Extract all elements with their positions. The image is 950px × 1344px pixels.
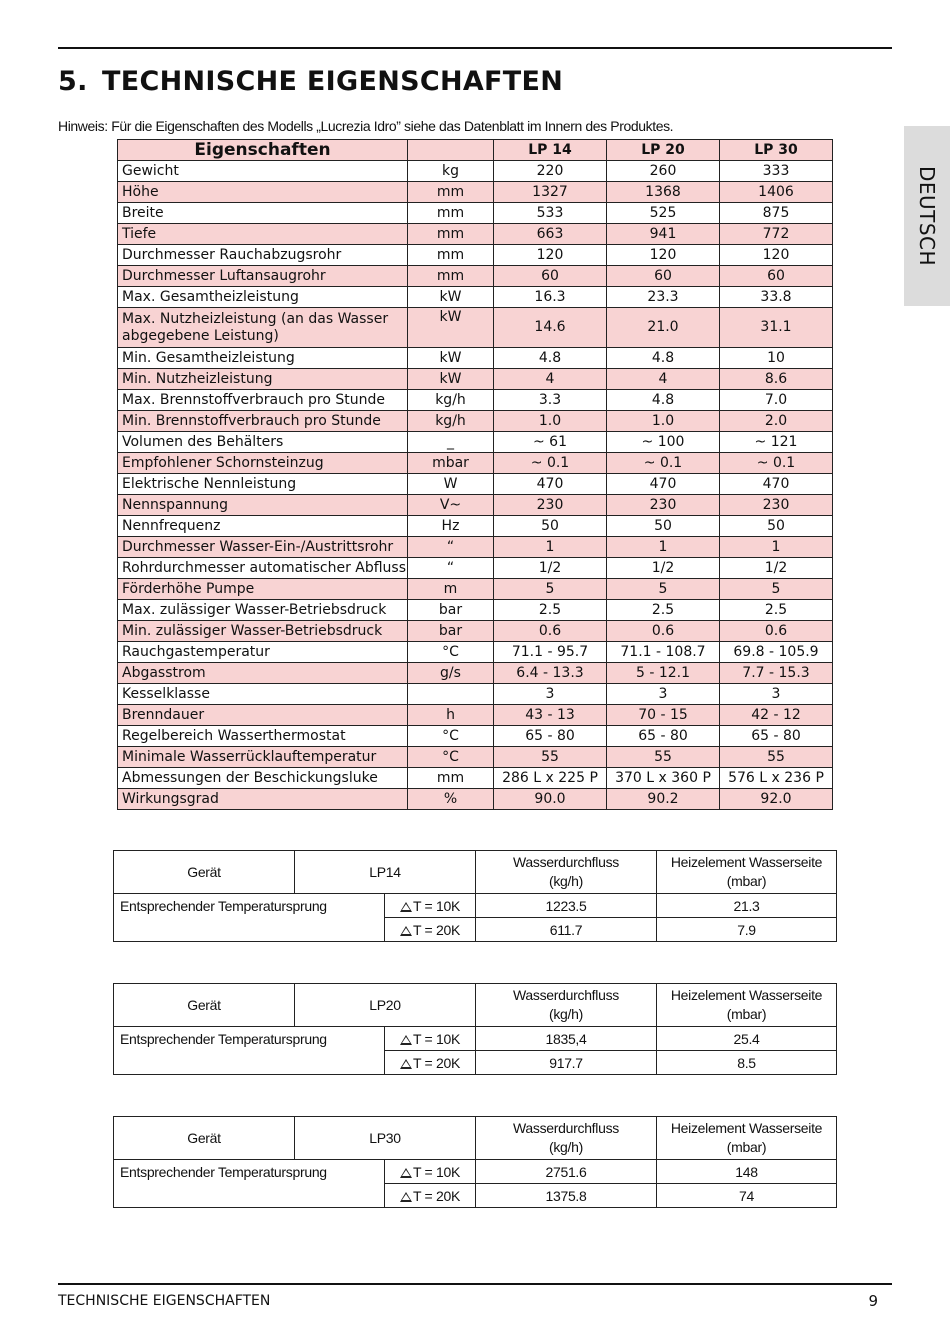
delta-t-cell (385, 1184, 476, 1208)
table-row (118, 789, 833, 810)
spec-table-header (118, 140, 833, 161)
unit-cell: mm (408, 245, 494, 266)
table-row (114, 894, 837, 918)
flow-column-header (476, 851, 657, 894)
value-lp20: 5 (607, 579, 720, 600)
device-label: Gerät (114, 984, 295, 1027)
unit-cell: h (408, 705, 494, 726)
value-lp30: 1 (720, 537, 833, 558)
value-lp30: 470 (720, 474, 833, 495)
unit-cell: mm (408, 768, 494, 789)
table-row (118, 558, 833, 579)
table-row (118, 747, 833, 768)
unit-cell: °C (408, 642, 494, 663)
page-number: 9 (868, 1292, 878, 1310)
value-lp30: 875 (720, 203, 833, 224)
property-label: Rohrdurchmesser automatischer Abfluss (118, 558, 408, 579)
value-lp20: 370 L x 360 P (607, 768, 720, 789)
footer-rule (58, 1283, 892, 1285)
value-lp14: 230 (494, 495, 607, 516)
header-lp20: LP 20 (607, 140, 720, 161)
unit-cell: m (408, 579, 494, 600)
flow-column-header (476, 1117, 657, 1160)
value-lp14: 1327 (494, 182, 607, 203)
property-label: Brenndauer (118, 705, 408, 726)
unit-cell: kg/h (408, 390, 494, 411)
property-label: Rauchgastemperatur (118, 642, 408, 663)
value-lp14: 5 (494, 579, 607, 600)
device-label: Gerät (114, 851, 295, 894)
flow-value: 611.7 (476, 918, 657, 942)
value-lp14: 6.4 - 13.3 (494, 663, 607, 684)
value-lp30: 333 (720, 161, 833, 182)
table-row (118, 308, 833, 348)
heat-value: 21.3 (657, 894, 837, 918)
property-label: Durchmesser Wasser-Ein-/Austrittsrohr (118, 537, 408, 558)
flow-table-header (114, 851, 837, 894)
property-label: Gewicht (118, 161, 408, 182)
table-row (118, 266, 833, 287)
table-row (118, 161, 833, 182)
property-label: Kesselklasse (118, 684, 408, 705)
table-row (118, 768, 833, 789)
unit-cell: _ (408, 432, 494, 453)
value-lp14: 90.0 (494, 789, 607, 810)
property-label: Max. Gesamtheizleistung (118, 287, 408, 308)
property-label: Abmessungen der Beschickungsluke (118, 768, 408, 789)
property-label: Wirkungsgrad (118, 789, 408, 810)
unit-cell: kg/h (408, 411, 494, 432)
value-lp20: 260 (607, 161, 720, 182)
value-lp14: 4 (494, 369, 607, 390)
property-label: Nennspannung (118, 495, 408, 516)
value-lp30: 2.5 (720, 600, 833, 621)
value-lp30: 8.6 (720, 369, 833, 390)
temperature-jump-label: Entsprechender Temperatursprung (114, 1160, 385, 1208)
property-label: Max. Nutzheizleistung (an das Wasser abgegebene Leistung) (118, 308, 408, 348)
table-row (118, 224, 833, 245)
delta-icon (400, 1035, 412, 1045)
top-rule (58, 47, 892, 49)
value-lp14: 663 (494, 224, 607, 245)
delta-t-value: T = 10K (412, 1163, 461, 1180)
value-lp30: 50 (720, 516, 833, 537)
property-label: Minimale Wasserrücklauftemperatur (118, 747, 408, 768)
table-row (114, 1027, 837, 1051)
value-lp20: 60 (607, 266, 720, 287)
heat-column-unit: (mbar) (726, 873, 767, 889)
value-lp20: 120 (607, 245, 720, 266)
value-lp20: 4.8 (607, 390, 720, 411)
property-label: Tiefe (118, 224, 408, 245)
property-label: Min. Gesamtheizleistung (118, 348, 408, 369)
value-lp20: 1.0 (607, 411, 720, 432)
unit-cell: kW (408, 308, 494, 348)
flow-table-lp14 (113, 850, 837, 942)
property-label: Höhe (118, 182, 408, 203)
value-lp20: 21.0 (607, 308, 720, 348)
property-label: Regelbereich Wasserthermostat (118, 726, 408, 747)
property-label: Max. Brennstoffverbrauch pro Stunde (118, 390, 408, 411)
table-row (118, 453, 833, 474)
property-label: Durchmesser Luftansaugrohr (118, 266, 408, 287)
delta-t-value: T = 20K (412, 1187, 461, 1204)
table-row (118, 537, 833, 558)
table-row (118, 348, 833, 369)
delta-t-value: T = 20K (412, 1054, 461, 1071)
value-lp20: 70 - 15 (607, 705, 720, 726)
table-row (114, 1160, 837, 1184)
temperature-jump-label: Entsprechender Temperatursprung (114, 894, 385, 942)
value-lp20: 0.6 (607, 621, 720, 642)
heat-value: 25.4 (657, 1027, 837, 1051)
delta-t-cell (385, 894, 476, 918)
heat-value: 148 (657, 1160, 837, 1184)
table-row (118, 663, 833, 684)
unit-cell: kW (408, 287, 494, 308)
table-row (118, 287, 833, 308)
value-lp14: 1/2 (494, 558, 607, 579)
value-lp14: 3 (494, 684, 607, 705)
table-row (118, 621, 833, 642)
value-lp20: 1/2 (607, 558, 720, 579)
value-lp14: 220 (494, 161, 607, 182)
property-label: Min. zulässiger Wasser-Betriebsdruck (118, 621, 408, 642)
unit-cell: “ (408, 537, 494, 558)
delta-t-value: T = 20K (412, 921, 461, 938)
header-lp14: LP 14 (494, 140, 607, 161)
language-tab-label: DEUTSCH (915, 165, 939, 267)
value-lp14: 43 - 13 (494, 705, 607, 726)
value-lp20: 23.3 (607, 287, 720, 308)
property-label: Empfohlener Schornsteinzug (118, 453, 408, 474)
value-lp20: ~ 0.1 (607, 453, 720, 474)
value-lp20: 525 (607, 203, 720, 224)
heat-column-title: Heizelement Wasserseite (670, 854, 823, 870)
table-row (118, 369, 833, 390)
value-lp14: 2.5 (494, 600, 607, 621)
flow-value: 917.7 (476, 1051, 657, 1075)
value-lp14: 71.1 - 95.7 (494, 642, 607, 663)
value-lp30: 60 (720, 266, 833, 287)
value-lp14: ~ 61 (494, 432, 607, 453)
unit-cell: Hz (408, 516, 494, 537)
value-lp30: 0.6 (720, 621, 833, 642)
flow-column-header (476, 984, 657, 1027)
value-lp14: 60 (494, 266, 607, 287)
unit-cell: g/s (408, 663, 494, 684)
table-row (118, 495, 833, 516)
flow-table-lp30 (113, 1116, 837, 1208)
value-lp30: 5 (720, 579, 833, 600)
heat-column-header (657, 851, 837, 894)
property-label: Elektrische Nennleistung (118, 474, 408, 495)
value-lp20: 1368 (607, 182, 720, 203)
flow-column-title: Wasserdurchfluss (513, 854, 619, 870)
heat-column-header (657, 1117, 837, 1160)
delta-t-cell (385, 1027, 476, 1051)
value-lp30: 7.7 - 15.3 (720, 663, 833, 684)
value-lp30: 1/2 (720, 558, 833, 579)
property-label: Förderhöhe Pumpe (118, 579, 408, 600)
header-lp30: LP 30 (720, 140, 833, 161)
heat-column-title: Heizelement Wasserseite (670, 1120, 823, 1136)
property-label: Min. Brennstoffverbrauch pro Stunde (118, 411, 408, 432)
delta-icon (400, 1059, 412, 1069)
value-lp14: 1 (494, 537, 607, 558)
table-row (118, 432, 833, 453)
heat-column-header (657, 984, 837, 1027)
heat-value: 7.9 (657, 918, 837, 942)
flow-table-header (114, 984, 837, 1027)
property-label: Abgasstrom (118, 663, 408, 684)
value-lp20: 4.8 (607, 348, 720, 369)
value-lp20: ~ 100 (607, 432, 720, 453)
flow-column-unit: (kg/h) (549, 1006, 583, 1022)
property-label: Nennfrequenz (118, 516, 408, 537)
table-row (118, 642, 833, 663)
table-row (118, 203, 833, 224)
model-name: LP30 (295, 1117, 476, 1160)
value-lp14: 0.6 (494, 621, 607, 642)
value-lp30: 7.0 (720, 390, 833, 411)
property-label: Max. zulässiger Wasser-Betriebsdruck (118, 600, 408, 621)
header-unit (408, 140, 494, 161)
model-name: LP14 (295, 851, 476, 894)
flow-table-header (114, 1117, 837, 1160)
value-lp20: 90.2 (607, 789, 720, 810)
unit-cell: kg (408, 161, 494, 182)
unit-cell: “ (408, 558, 494, 579)
unit-cell: mm (408, 182, 494, 203)
value-lp30: 120 (720, 245, 833, 266)
language-tab (904, 126, 950, 306)
property-label: Volumen des Behälters (118, 432, 408, 453)
property-label: Durchmesser Rauchabzugsrohr (118, 245, 408, 266)
property-label: Min. Nutzheizleistung (118, 369, 408, 390)
value-lp14: 14.6 (494, 308, 607, 348)
value-lp14: 50 (494, 516, 607, 537)
value-lp30: 69.8 - 105.9 (720, 642, 833, 663)
unit-cell: kW (408, 369, 494, 390)
value-lp14: 65 - 80 (494, 726, 607, 747)
value-lp14: 4.8 (494, 348, 607, 369)
table-row (118, 182, 833, 203)
value-lp20: 55 (607, 747, 720, 768)
value-lp30: 33.8 (720, 287, 833, 308)
value-lp20: 3 (607, 684, 720, 705)
flow-value: 1223.5 (476, 894, 657, 918)
table-row (118, 726, 833, 747)
device-label: Gerät (114, 1117, 295, 1160)
value-lp30: 1406 (720, 182, 833, 203)
value-lp14: 286 L x 225 P (494, 768, 607, 789)
value-lp14: 470 (494, 474, 607, 495)
value-lp14: 1.0 (494, 411, 607, 432)
delta-icon (400, 902, 412, 912)
delta-t-cell (385, 1160, 476, 1184)
unit-cell: W (408, 474, 494, 495)
heat-value: 74 (657, 1184, 837, 1208)
unit-cell: °C (408, 726, 494, 747)
unit-cell: °C (408, 747, 494, 768)
flow-column-unit: (kg/h) (549, 873, 583, 889)
spec-table-body (118, 161, 833, 810)
value-lp20: 2.5 (607, 600, 720, 621)
heat-value: 8.5 (657, 1051, 837, 1075)
value-lp30: 3 (720, 684, 833, 705)
unit-cell: mm (408, 203, 494, 224)
table-row (118, 474, 833, 495)
value-lp14: 120 (494, 245, 607, 266)
delta-t-cell (385, 1051, 476, 1075)
unit-cell: V~ (408, 495, 494, 516)
value-lp20: 5 - 12.1 (607, 663, 720, 684)
unit-cell: mm (408, 224, 494, 245)
value-lp20: 230 (607, 495, 720, 516)
delta-icon (400, 926, 412, 936)
value-lp20: 1 (607, 537, 720, 558)
unit-cell: mm (408, 266, 494, 287)
value-lp14: 16.3 (494, 287, 607, 308)
flow-value: 1375.8 (476, 1184, 657, 1208)
table-row (118, 705, 833, 726)
section-title: TECHNISCHE EIGENSCHAFTEN (102, 66, 564, 97)
value-lp30: 10 (720, 348, 833, 369)
delta-t-cell (385, 918, 476, 942)
unit-cell: bar (408, 621, 494, 642)
value-lp30: 2.0 (720, 411, 833, 432)
value-lp30: ~ 121 (720, 432, 833, 453)
delta-t-value: T = 10K (412, 1030, 461, 1047)
footer-label: TECHNISCHE EIGENSCHAFTEN (58, 1293, 271, 1309)
value-lp30: 42 - 12 (720, 705, 833, 726)
heat-column-unit: (mbar) (726, 1006, 767, 1022)
value-lp30: 772 (720, 224, 833, 245)
temperature-jump-label: Entsprechender Temperatursprung (114, 1027, 385, 1075)
unit-cell: kW (408, 348, 494, 369)
value-lp30: 65 - 80 (720, 726, 833, 747)
note-text: Hinweis: Für die Eigenschaften des Modells „Lucrezia Idro” siehe das Datenblatt im Innern des Produktes. (58, 118, 674, 134)
value-lp20: 71.1 - 108.7 (607, 642, 720, 663)
flow-value: 2751.6 (476, 1160, 657, 1184)
value-lp30: 92.0 (720, 789, 833, 810)
table-row (118, 684, 833, 705)
spec-table (117, 139, 833, 810)
unit-cell: bar (408, 600, 494, 621)
table-row (118, 245, 833, 266)
table-row (118, 516, 833, 537)
unit-cell (408, 684, 494, 705)
model-name: LP20 (295, 984, 476, 1027)
unit-cell: % (408, 789, 494, 810)
value-lp20: 941 (607, 224, 720, 245)
value-lp14: 533 (494, 203, 607, 224)
value-lp30: 576 L x 236 P (720, 768, 833, 789)
value-lp20: 50 (607, 516, 720, 537)
flow-table-lp20 (113, 983, 837, 1075)
value-lp30: ~ 0.1 (720, 453, 833, 474)
header-eigenschaften: Eigenschaften (118, 140, 408, 161)
table-row (118, 579, 833, 600)
value-lp30: 55 (720, 747, 833, 768)
delta-icon (400, 1168, 412, 1178)
section-number: 5. (58, 66, 88, 97)
value-lp14: ~ 0.1 (494, 453, 607, 474)
delta-t-value: T = 10K (412, 897, 461, 914)
value-lp20: 470 (607, 474, 720, 495)
flow-column-title: Wasserdurchfluss (513, 1120, 619, 1136)
value-lp30: 230 (720, 495, 833, 516)
unit-cell: mbar (408, 453, 494, 474)
table-row (118, 600, 833, 621)
value-lp14: 55 (494, 747, 607, 768)
table-row (118, 390, 833, 411)
value-lp14: 3.3 (494, 390, 607, 411)
value-lp20: 4 (607, 369, 720, 390)
value-lp20: 65 - 80 (607, 726, 720, 747)
value-lp30: 31.1 (720, 308, 833, 348)
delta-icon (400, 1192, 412, 1202)
property-label: Breite (118, 203, 408, 224)
flow-column-unit: (kg/h) (549, 1139, 583, 1155)
table-row (118, 411, 833, 432)
heat-column-unit: (mbar) (726, 1139, 767, 1155)
heat-column-title: Heizelement Wasserseite (670, 987, 823, 1003)
flow-value: 1835,4 (476, 1027, 657, 1051)
flow-column-title: Wasserdurchfluss (513, 987, 619, 1003)
page-title (58, 66, 563, 97)
